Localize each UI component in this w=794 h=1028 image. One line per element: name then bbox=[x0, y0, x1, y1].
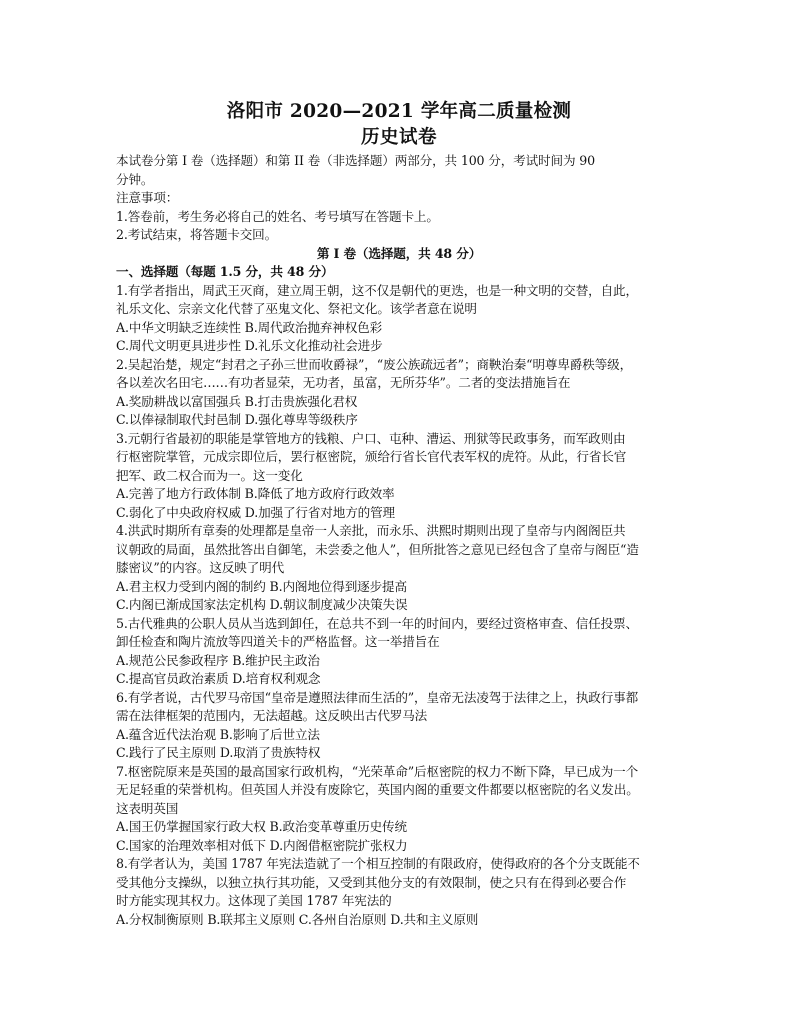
question-6 bbox=[116, 689, 682, 763]
question-options: A.中华文明缺乏连续性 B.周代政治抛弃神权色彩 bbox=[116, 319, 383, 335]
intro-line: 分钟。 bbox=[116, 171, 154, 187]
exam-subtitle: 历史试卷 bbox=[360, 127, 437, 148]
question-stem-line: 这表明英国 bbox=[116, 800, 179, 816]
question-options: A.分权制衡原则 B.联邦主义原则 C.各州自治原则 D.共和主义原则 bbox=[116, 911, 479, 927]
question-options: C.国家的治理效率相对低下 D.内阁借枢密院扩张权力 bbox=[116, 837, 408, 853]
question-stem-line: 2.吴起治楚，规定“封君之子孙三世而收爵禄”，“废公族疏远者”；商鞅治秦“明尊卑爵秩等级， bbox=[116, 356, 633, 372]
question-stem-line: 议朝政的局面，虽然批答出自御笔，未尝委之他人”，但所批答之意见已经包含了皇帝与阁臣“造 bbox=[116, 541, 639, 557]
question-stem-line: 7.枢密院原来是英国的最高国家行政机构，“光荣革命”后枢密院的权力不断下降，早已成为一个 bbox=[116, 763, 639, 779]
question-options: A.完善了地方行政体制 B.降低了地方政府行政效率 bbox=[116, 486, 395, 501]
question-stem-line: 卸任检查和陶片流放等四道关卡的严格监督。这一举措旨在 bbox=[116, 634, 440, 649]
question-stem-line: 礼乐文化、宗亲文化代替了巫鬼文化、祭祀文化。该学者意在说明 bbox=[116, 301, 477, 316]
exam-page bbox=[116, 100, 682, 929]
question-options: C.周代文明更具进步性 D.礼乐文化推动社会进步 bbox=[116, 338, 383, 353]
exam-title: 洛阳市 2020—2021 学年高二质量检测 bbox=[226, 101, 572, 122]
question-options: A.规范公民参政程序 B.维护民主政治 bbox=[116, 652, 320, 668]
section-title: 第 I 卷（选择题，共 48 分） bbox=[316, 245, 482, 261]
question-stem-line: 受其他分支操纵，以独立执行其功能，又受到其他分支的有效限制，使之只有在得到必要合作 bbox=[116, 874, 627, 890]
question-options: C.弱化了中央政府权威 D.加强了行省对地方的管理 bbox=[116, 504, 395, 520]
question-stem-line: 8.有学者认为，美国 1787 年宪法造就了一个相互控制的有限政府，使得政府的各个分支既能不 bbox=[116, 856, 640, 871]
question-options: A.君主权力受到内阁的制约 B.内阁地位得到逐步提高 bbox=[116, 578, 407, 594]
question-stem-line: 行枢密院掌管，元成宗即位后，罢行枢密院，颁给行省长官代表军权的虎符。从此，行省长官 bbox=[116, 449, 627, 464]
question-stem-line: 5.古代雅典的公职人员从当选到卸任，在总共不到一年的时间内，要经过资格审查、信任投票、 bbox=[116, 615, 638, 631]
question-stem-line: 各以差次名田宅……有功者显荣，无功者，虽富，无所芬华”。二者的变法措施旨在 bbox=[116, 375, 571, 390]
notice-item: 1.答卷前，考生务必将自己的姓名、考号填写在答题卡上。 bbox=[116, 208, 439, 224]
question-stem-line: 无足轻重的荣誉机构。但英国人并没有废除它，英国内阁的重要文件都要以枢密院的名义发出。 bbox=[116, 782, 639, 797]
section-instruction: 一、选择题（每题 1.5 分，共 48 分） bbox=[116, 264, 334, 279]
notice-heading: 注意事项： bbox=[116, 190, 179, 205]
question-stem-line: 6.有学者说，古代罗马帝国“皇帝是遵照法律而生活的”，皇帝无法凌驾于法律之上，执政行事都 bbox=[116, 689, 639, 705]
intro-block bbox=[116, 152, 682, 245]
question-2 bbox=[116, 356, 682, 430]
question-7 bbox=[116, 763, 682, 856]
question-8 bbox=[116, 855, 682, 929]
question-options: C.践行了民主原则 D.取消了贵族特权 bbox=[116, 745, 321, 760]
question-1 bbox=[116, 282, 682, 356]
question-stem-line: 1.有学者指出，周武王灭商，建立周王朝，这不仅是朝代的更迭，也是一种文明的交替，自此， bbox=[116, 282, 638, 298]
question-stem-line: 3.元朝行省最初的职能是掌管地方的钱粮、户口、屯种、漕运、刑狱等民政事务，而军政则由 bbox=[116, 430, 626, 446]
question-list bbox=[116, 282, 682, 930]
question-options: C.提高官员政治素质 D.培育权利观念 bbox=[116, 671, 321, 686]
question-5 bbox=[116, 615, 682, 689]
question-stem-line: 4.洪武时期所有章奏的处理都是皇帝一人亲批，而永乐、洪熙时期则出现了皇帝与内阁阁臣共 bbox=[116, 523, 626, 538]
question-options: A.国王仍掌握国家行政大权 B.政治变革尊重历史传统 bbox=[116, 819, 407, 834]
question-options: C.内阁已渐成国家法定机构 D.朝议制度减少决策失误 bbox=[116, 597, 408, 612]
question-options: C.以俸禄制取代封邑制 D.强化尊卑等级秩序 bbox=[116, 412, 358, 427]
notice-item: 2.考试结束，将答题卡交回。 bbox=[116, 227, 278, 242]
question-options: A.奖励耕战以富国强兵 B.打击贵族强化君权 bbox=[116, 393, 358, 409]
question-4 bbox=[116, 522, 682, 615]
question-stem-line: 需在法律框架的范围内，无法超越。这反映出古代罗马法 bbox=[116, 708, 428, 723]
question-stem-line: 把军、政二权合而为一。这一变化 bbox=[116, 467, 303, 483]
question-options: A.蕴含近代法治观 B.影响了后世立法 bbox=[116, 726, 320, 742]
question-3 bbox=[116, 430, 682, 523]
question-stem-line: 膝密议”的内容。这反映了明代 bbox=[116, 560, 285, 575]
question-stem-line: 时方能实现其权力。这体现了美国 1787 年宪法的 bbox=[116, 893, 392, 908]
intro-line: 本试卷分第 I 卷（选择题）和第 II 卷（非选择题）两部分，共 100 分，考试时间为 90 bbox=[116, 153, 595, 168]
